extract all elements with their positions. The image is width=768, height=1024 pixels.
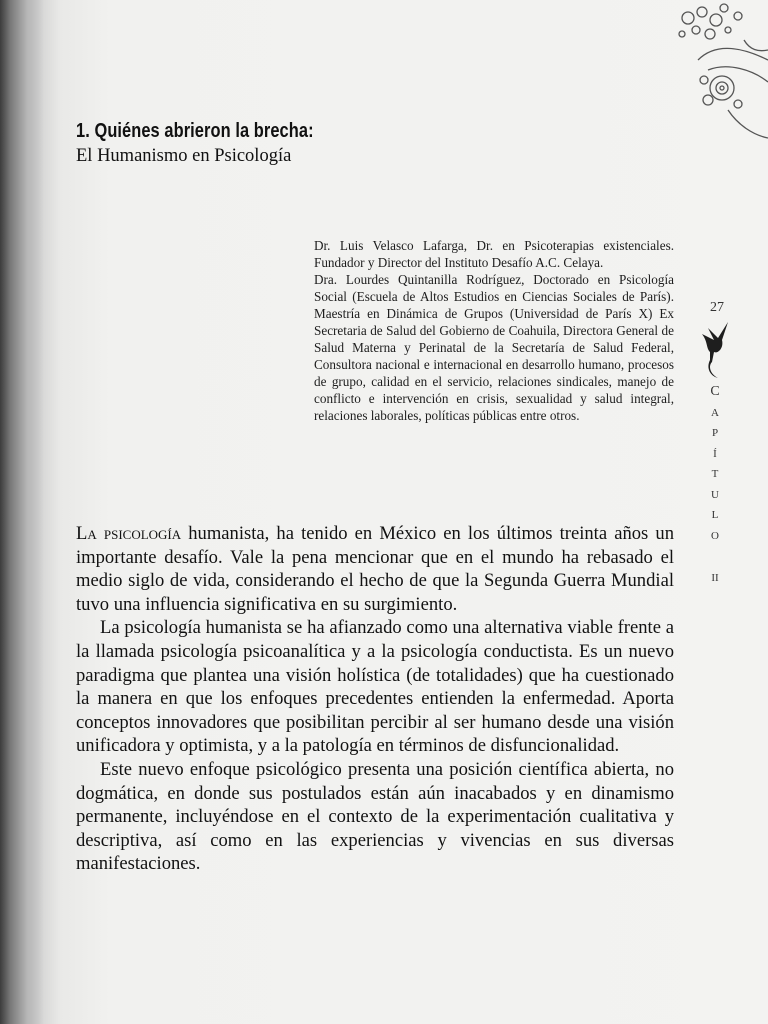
chapter-letter: A: [711, 406, 719, 419]
author-note-1: Dr. Luis Velasco Lafarga, Dr. en Psicoterapias existenciales. Fundador y Director del Instituto Desafío A.C. Celaya.: [314, 238, 674, 270]
author-notes: [314, 237, 674, 424]
chapter-letter: U: [711, 488, 719, 501]
paragraph: La psicología humanista se ha afianzado como una alternativa viable frente a la llamada psicología psicoanalítica y a la psicología conductista. Es un nuevo paradigma que plantea una visión holística (de totalidades) que ha cuestionado la manera en que los enfoques precedentes entienden la enfermedad. Aporta conceptos innovadores que posibilitan percibir al ser humano desde una visión unificadora y optimista, y a la patología en términos de disfuncionalidad.: [76, 617, 674, 757]
chapter-heading: [76, 120, 576, 167]
chapter-letter: O: [711, 529, 719, 542]
chapter-label-vertical: [690, 382, 740, 589]
chapter-subtitle: El Humanismo en Psicología: [76, 146, 292, 166]
chapter-letter: T: [711, 468, 719, 480]
chapter-number: II: [711, 572, 719, 584]
author-note-2: Dra. Lourdes Quintanilla Rodríguez, Doctorado en Psicología Social (Escuela de Altos Estudios en Ciencias Sociales de París). Maestría en Dinámica de Grupos (Universidad de París X) Ex Secretaria de Salud del Gobierno de Coahuila, Directora General de Salud Materna y Perinatal de la Secretaría de Salud Federal, Consultora nacional e internacional en desarrollo humano, procesos de grupo, calidad en el servicio, relaciones sindicales, manejo de conflicto e intervención en crisis, sexualidad y salud integral, relaciones laborales, políticas públicas entre otros.: [314, 272, 674, 423]
paragraph: Este nuevo enfoque psicológico presenta una posición científica abierta, no dogmática, en donde sus postulados están aún inacabados y en dinamismo permanente, incluyéndose en el contexto de la experimentación cualitativa y descriptiva, así como en las experiencias y vivencias en sus diversas manifestaciones.: [76, 758, 674, 875]
chapter-title: 1. Quiénes abrieron la brecha:: [76, 120, 314, 142]
chapter-side-rail: [690, 300, 740, 589]
book-spine-shadow: [0, 0, 44, 1024]
hummingbird-icon: [698, 318, 732, 380]
paragraph-lead: La psicología: [76, 523, 182, 544]
chapter-letter: C: [710, 384, 720, 399]
chapter-letter: P: [711, 427, 719, 439]
chapter-letter: Í: [713, 447, 717, 460]
body-text: [76, 522, 674, 876]
floral-ornament-icon: [658, 0, 768, 150]
paragraph: [76, 522, 674, 616]
page-number: 27: [710, 300, 724, 315]
paragraph-text: humanista, ha tenido en México en los últimos treinta años un importante desafío. Vale la pena mencionar que en el mundo ha rebasado el medio siglo de vida, considerando el hecho de que la Segunda Guerra Mundial tuvo una influencia significativa en su surgimiento.: [76, 523, 674, 615]
chapter-letter: L: [711, 509, 719, 521]
